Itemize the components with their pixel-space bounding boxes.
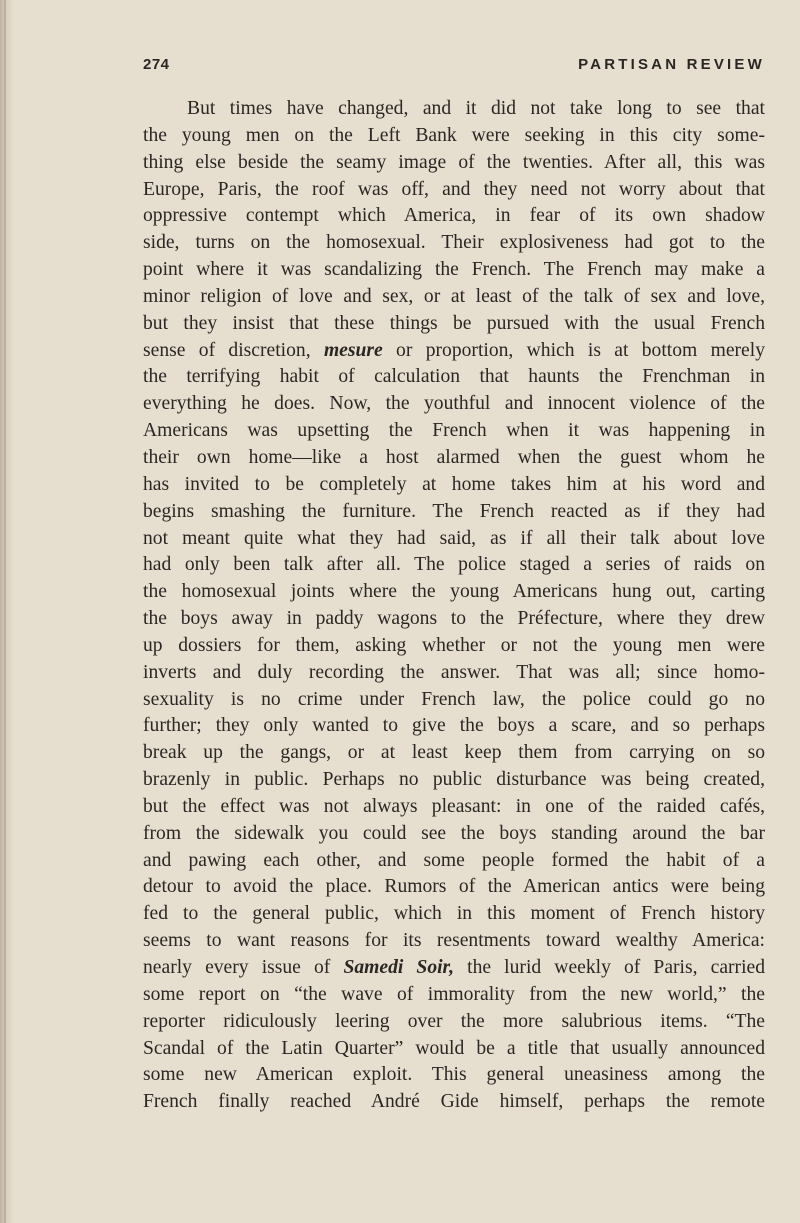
text-line	[143, 472, 765, 499]
text-segment: reporter ridiculously leering over the more salubrious items. “The	[143, 1010, 765, 1032]
text-line	[143, 848, 765, 875]
text-line	[143, 955, 765, 982]
text-line	[143, 874, 765, 901]
text-segment: had only been talk after all. The police staged a series of raids on	[143, 554, 765, 576]
text-line	[143, 177, 765, 204]
text-line	[143, 633, 765, 660]
text-line	[143, 740, 765, 767]
text-segment: oppressive contempt which America, in fear of its own shadow	[143, 205, 765, 227]
text-line	[143, 445, 765, 472]
text-segment: the homosexual joints where the young Americans hung out, carting	[143, 581, 765, 603]
text-segment: begins smashing the furniture. The French reacted as if they had	[143, 500, 765, 522]
text-segment: thing else beside the seamy image of the twenties. After all, this was	[143, 151, 765, 173]
text-line	[143, 794, 765, 821]
text-line	[143, 499, 765, 526]
text-segment: detour to avoid the place. Rumors of the American antics were being	[143, 876, 765, 898]
page-number: 274	[143, 56, 170, 73]
text-line	[143, 1062, 765, 1089]
text-line	[143, 284, 765, 311]
text-segment: up dossiers for them, asking whether or not the young men were	[143, 634, 765, 656]
text-line	[143, 123, 765, 150]
text-line	[143, 1009, 765, 1036]
text-segment: seems to want reasons for its resentments toward wealthy America:	[143, 930, 765, 952]
text-line	[143, 660, 765, 687]
text-segment: side, turns on the homosexual. Their explosiveness had got to the	[143, 232, 765, 254]
text-segment: the lurid weekly of Paris, carried	[454, 957, 766, 978]
text-line	[143, 257, 765, 284]
text-line	[143, 230, 765, 257]
text-line	[143, 767, 765, 794]
text-segment: the young men on the Left Bank were seeking in this city some-	[143, 124, 765, 146]
text-line	[143, 364, 765, 391]
text-line	[143, 687, 765, 714]
text-segment: brazenly in public. Perhaps no public disturbance was being created,	[143, 769, 765, 791]
text-segment: point where it was scandalizing the French. The French may make a	[143, 259, 765, 281]
italic-text: mesure	[323, 339, 383, 361]
text-segment: fed to the general public, which in this moment of French history	[143, 903, 765, 925]
text-segment: but they insist that these things be pursued with the usual French	[143, 312, 765, 334]
text-segment: from the sidewalk you could see the boys standing around the bar	[143, 822, 765, 844]
text-line	[143, 1089, 765, 1116]
text-segment: some new American exploit. This general uneasiness among the	[143, 1064, 765, 1086]
text-segment: has invited to be completely at home takes him at his word and	[143, 473, 765, 495]
text-line	[143, 391, 765, 418]
text-line	[143, 713, 765, 740]
text-segment: everything he does. Now, the youthful and innocent violence of the	[143, 393, 765, 415]
text-segment: But times have changed, and it did not take long to see that	[187, 98, 765, 119]
text-segment: Europe, Paris, the roof was off, and they need not worry about that	[143, 178, 765, 200]
text-line	[143, 418, 765, 445]
text-segment: some report on “the wave of immorality from the new world,” the	[143, 983, 765, 1005]
text-segment: or proportion, which is at bottom merely	[382, 339, 765, 361]
text-segment: the boys away in paddy wagons to the Préfecture, where they drew	[143, 608, 765, 630]
text-line	[143, 606, 765, 633]
text-line	[143, 150, 765, 177]
page-header	[143, 56, 765, 80]
text-segment: minor religion of love and sex, or at least of the talk of sex and love,	[143, 285, 765, 307]
text-line	[143, 579, 765, 606]
text-segment: sexuality is no crime under French law, the police could go no	[143, 688, 765, 710]
text-segment: the terrifying habit of calculation that haunts the Frenchman in	[143, 366, 765, 388]
text-segment: nearly every issue of	[143, 957, 344, 978]
text-segment: their own home—like a host alarmed when the guest whom he	[143, 446, 765, 468]
body-paragraph	[143, 96, 765, 1116]
text-segment: not meant quite what they had said, as if all their talk about love	[143, 527, 765, 549]
text-segment: inverts and duly recording the answer. That was all; since homo-	[143, 661, 765, 683]
text-segment: break up the gangs, or at least keep them from carrying on so	[143, 742, 765, 764]
text-segment: French finally reached André Gide himself, perhaps the remote	[143, 1091, 765, 1113]
text-line	[143, 96, 765, 123]
text-line	[143, 552, 765, 579]
text-segment: Americans was upsetting the French when it was happening in	[143, 420, 765, 442]
text-line	[143, 821, 765, 848]
page-binding-edge	[0, 0, 14, 1223]
text-line	[143, 1036, 765, 1063]
text-line	[143, 901, 765, 928]
text-line	[143, 311, 765, 338]
text-segment: further; they only wanted to give the boys a scare, and so perhaps	[143, 715, 765, 737]
text-line	[143, 338, 765, 365]
text-segment: but the effect was not always pleasant: in one of the raided cafés,	[143, 795, 765, 817]
running-head: PARTISAN REVIEW	[578, 56, 765, 73]
text-line	[143, 203, 765, 230]
text-line	[143, 526, 765, 553]
italic-text: Samedi Soir,	[343, 957, 455, 978]
text-segment: Scandal of the Latin Quarter” would be a title that usually announced	[143, 1037, 765, 1059]
text-segment: and pawing each other, and some people formed the habit of a	[143, 849, 765, 871]
text-line	[143, 982, 765, 1009]
text-line	[143, 928, 765, 955]
text-segment: sense of discretion,	[143, 339, 324, 361]
